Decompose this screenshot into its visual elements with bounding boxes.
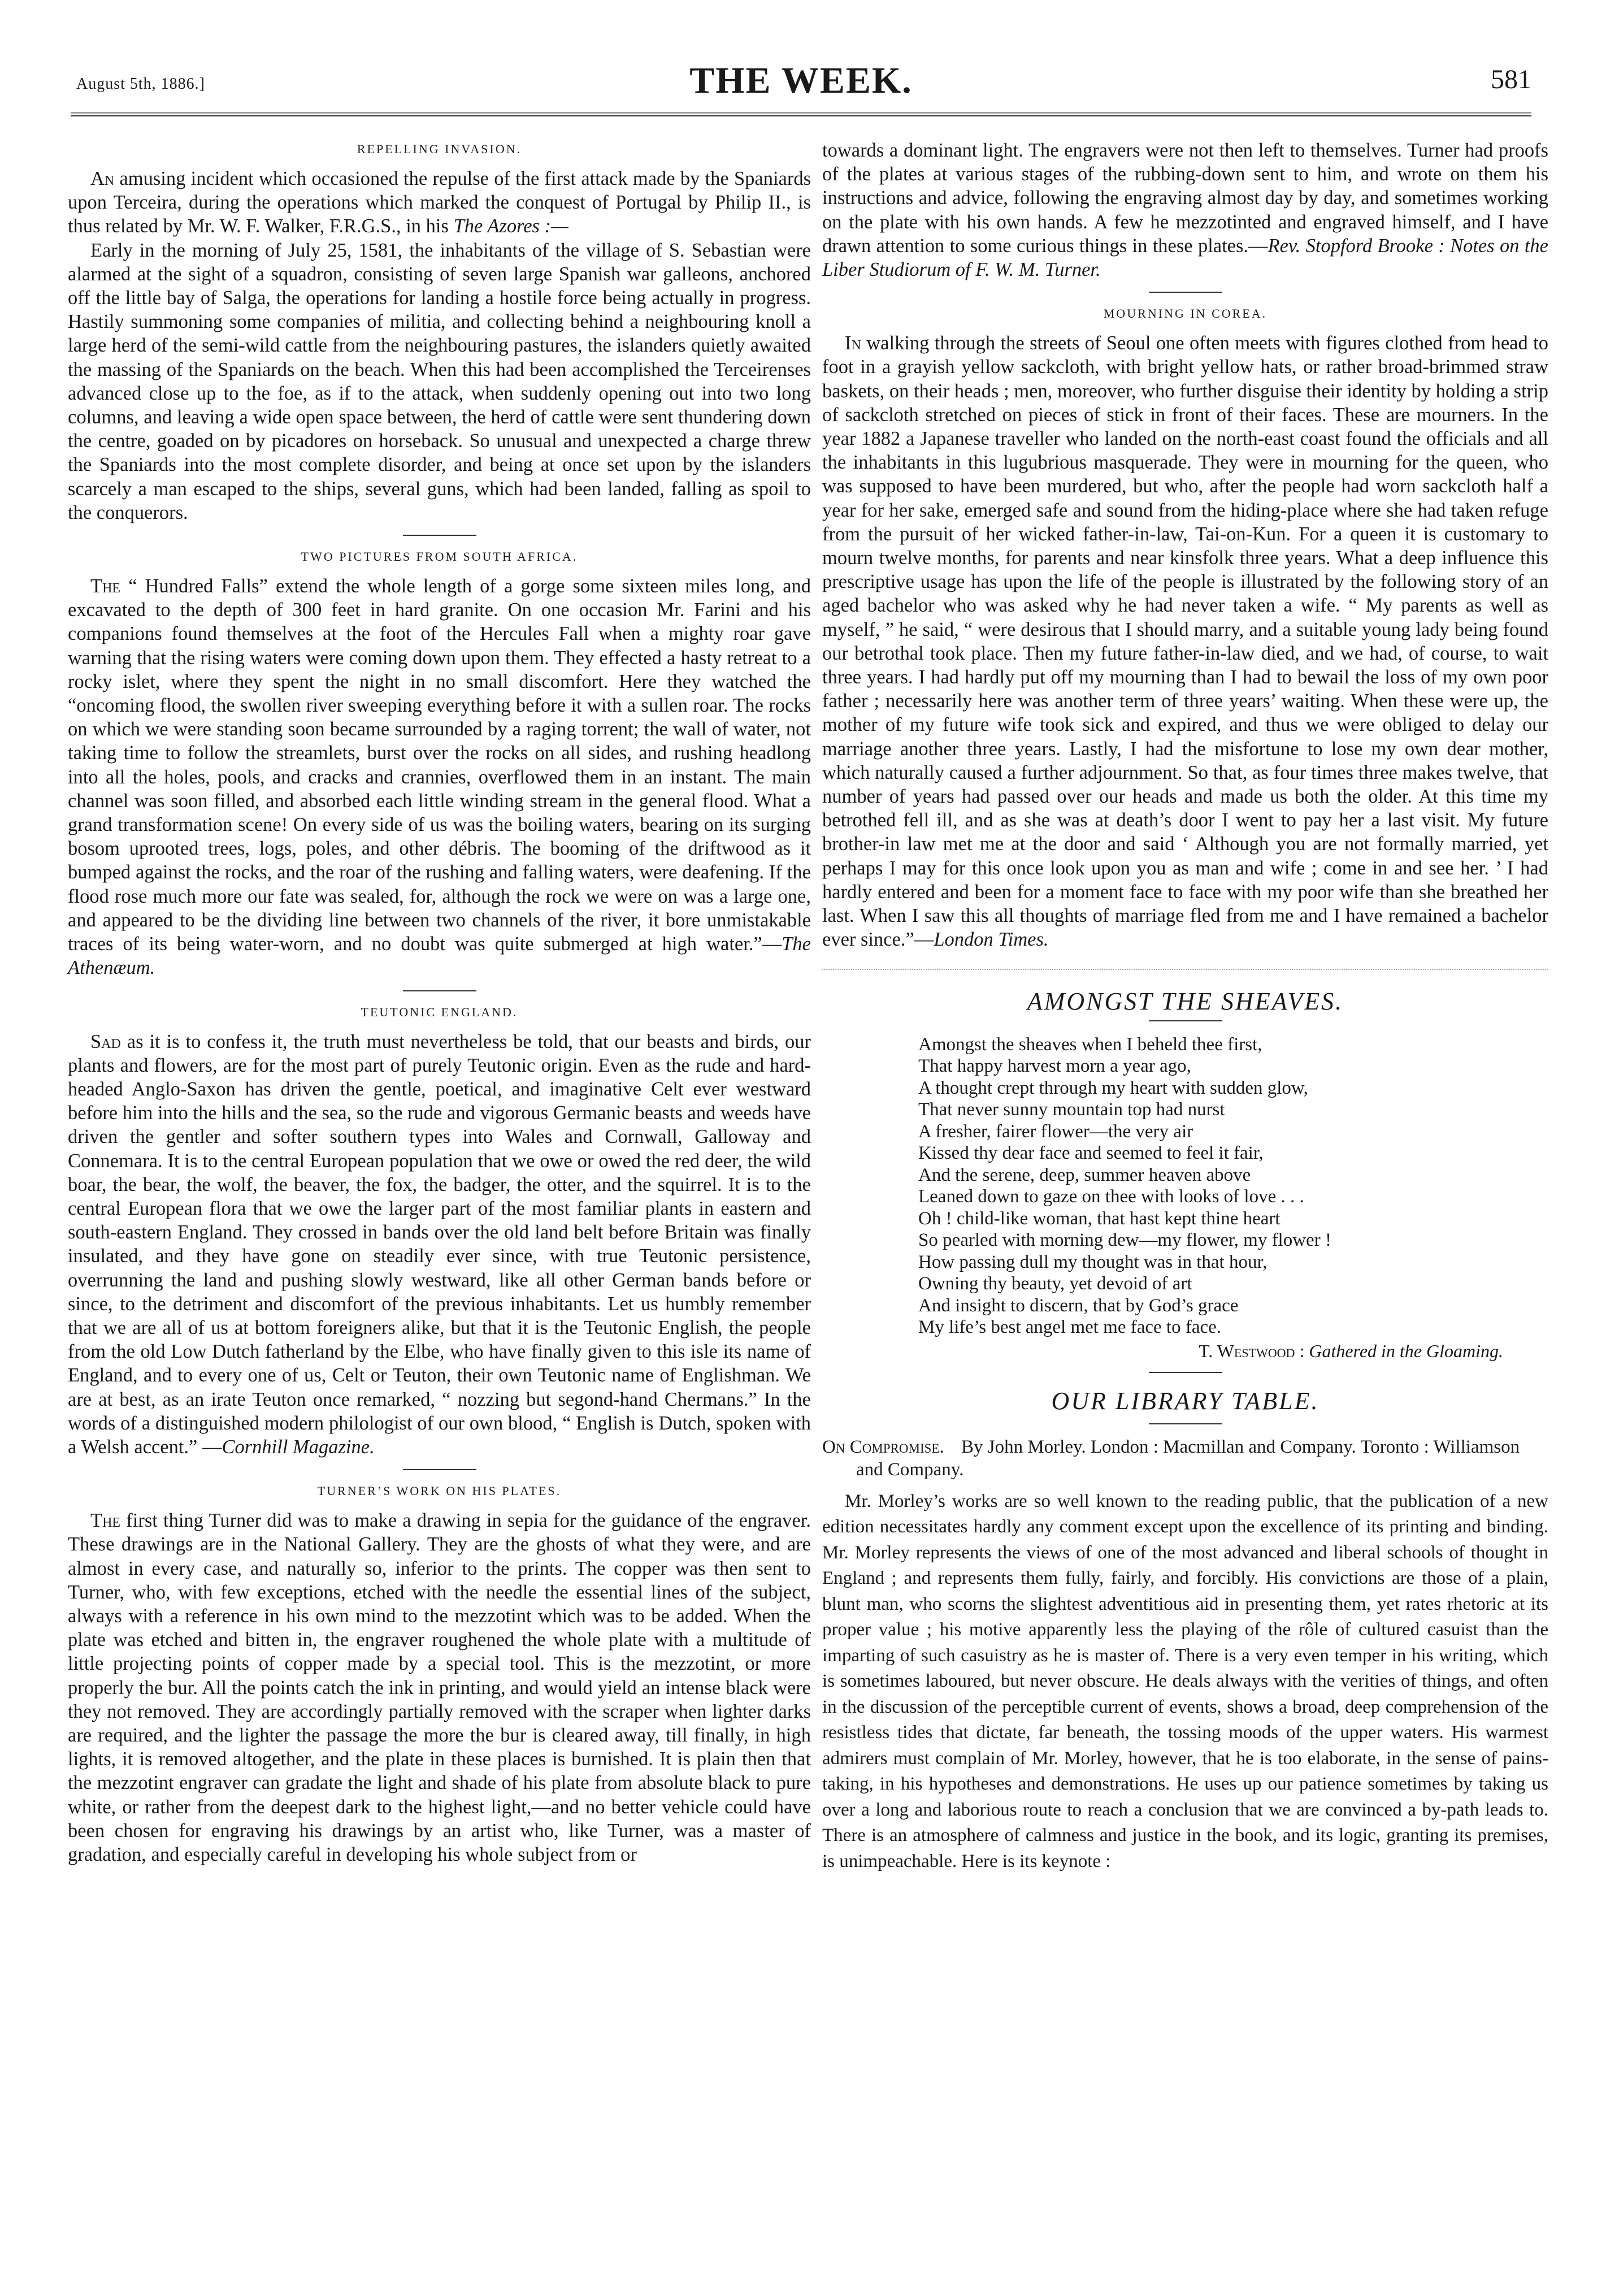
section-divider bbox=[1149, 1372, 1222, 1373]
poem-attribution: T. Westwood : Gathered in the Gloaming. bbox=[1199, 1340, 1503, 1361]
section-divider bbox=[1149, 1020, 1222, 1021]
review-body bbox=[822, 1489, 1548, 1875]
section-title-teutonic: TEUTONIC ENGLAND. bbox=[361, 1004, 518, 1019]
article-paragraph: towards a dominant light. The engravers were not then left to themselves. Turner had proofs of the plates at various stages of the rubbing-down sent to him, and wrote on them his instructions and advice, following the engraving almost day by day, and sometimes working on the plate with his own hands. A few he mezzotinted and engraved himself, and I have drawn attention to some curious things in these plates.—Rev. Stopford Brooke : Notes on the Liber Studiorum of F. W. M. Turner. bbox=[822, 140, 1548, 281]
article-paragraph: Early in the morning of July 25, 1581, the inhabitants of the village of S. Sebastian were alarmed at the sight of a squadron, consisting of seven large Spanish war galleons, anchored off the little bay of Salga, the operations for landing a hostile force being actually in progress. Hastily summoning some companies of militia, and collecting behind a neighbouring knoll a large herd of the semi-wild cattle from the neighbouring pastures, the islanders quietly awaited the massing of the Spaniards on the beach. When this had been accomplished the Terceirenses advanced close up to the foe, as if to the attack, when suddenly opening out into two long columns, and leaving a wide open space between, the herd of cattle were sent thundering down the centre, goaded on by picadores on horseback. So unusual and unexpected a charge threw the Spaniards into the most complete disorder, and being at once set upon by the islanders scarcely a man escaped to the ships, several guns, which had been landed, falling as spoil to the conquerors. bbox=[68, 239, 811, 523]
poem-line: Amongst the sheaves when I beheld thee first, bbox=[918, 1034, 1262, 1055]
section-title-corea: MOURNING IN COREA. bbox=[1103, 306, 1268, 321]
poem-line: Kissed thy dear face and seemed to feel it fair, bbox=[918, 1143, 1264, 1163]
book-citation: On Compromise. By John Morley. London : Macmillan and Company. Toronto : Williamson and Company. bbox=[822, 1436, 1520, 1480]
poem-line: A thought crept through my heart with sudden glow, bbox=[918, 1077, 1308, 1098]
poem-line: Leaned down to gaze on thee with looks of love . . . bbox=[918, 1186, 1304, 1207]
masthead-title: THE WEEK. bbox=[689, 60, 913, 101]
poem-line: How passing dull my thought was in that hour, bbox=[918, 1251, 1268, 1272]
header-rule bbox=[71, 112, 1531, 116]
section-title-repelling: REPELLING INVASION. bbox=[357, 142, 522, 156]
section-divider bbox=[1149, 1423, 1222, 1424]
article-paragraph: Sad as it is to confess it, the truth must nevertheless be told, that our beasts and birds, our plants and flowers, are for the most part of purely Teutonic origin. Even as the rude and hard-headed Anglo-Saxon has driven the gentle, poetical, and imaginative Celt ever westward before him into the hills and the sea, so the rude and vigorous Germanic beasts and weeds have driven the gentler and softer southern types into Wales and Cornwall, Galloway and Connemara. It is to the central European population that we owe or owed the red deer, the wild boar, the bear, the wolf, the beaver, the fox, the badger, the otter, and the squirrel. It is to the central European flora that we owe the larger part of the most familiar plants in eastern and south-eastern England. They crossed in bands over the old land belt before Britain was finally insulated, and they have gone on steadily ever since, with true Teutonic persistence, overrunning the land and pushing slowly westward, like all other German bands before or since, to the detriment and discomfort of the previous inhabitants. Let us humbly remember that we are all of us at bottom foreigners alike, but that it is the Teutonic English, the people from the old Low Dutch fatherland by the Elbe, who have finally given to this isle its name of England, and to every one of us, Celt or Teuton, their own Teutonic name of Englishman. We are at best, as an irate Teuton once remarked, “ nozzing but segond-hand Chermans.” In the words of a distinguished modern philologist of our own blood, “ English is Dutch, spoken with a Welsh accent.” —Cornhill Magazine. bbox=[68, 1030, 811, 1458]
right-column bbox=[822, 138, 1548, 1874]
article-paragraph: In walking through the streets of Seoul one often meets with figures clothed from head to foot in a grayish yellow sackcloth, with bright yellow hats, or rather broad-brimmed straw baskets, on their heads ; men, moreover, who further disguise their identity by holding a strip of sackcloth stretched on pieces of stick in front of their faces. These are mourners. In the year 1882 a Japanese traveller who landed on the north-east coast found the officials and all the inhabitants in this lugubrious masquerade. They were in mourning for the queen, who was supposed to have been murdered, but who, after the people had worn sackcloth half a year for her sake, emerged safe and sound from the hiding-place where she had taken refuge from the pursuit of her wicked father-in-law, Tai-on-Kun. For a queen it is customary to mourn twelve months, for parents and near kinsfolk three years. What a deep influence this prescriptive usage has upon the life of the people is illustrated by the following story of an aged bachelor who was asked why he had never taken a wife. “ My parents as well as myself, ” he said, “ were desirous that I should marry, and a suitable young lady being found our betrothal took place. Then my future father-in-law died, and we had, of course, to wait three years. I had hardly put off my mourning than I had to bewail the loss of my own poor father ; necessarily here was another term of three years’ waiting. When these were up, the mother of my future wife took sick and expired, and thus we were obliged to delay our marriage another three years. Lastly, I had the misfortune to lose my own dear mother, which naturally caused a further adjournment. So that, as four times three makes twelve, that number of years had passed over our heads and made us both the older. At this time my betrothed fell ill, and as she was at death’s door I went to pay her a last visit. My future brother-in law met me at the door and said ‘ Although you are not formally married, yet perhaps I may for this once look upon you as man and wife ; come in and see her. ’ I had hardly entered and been for a moment face to face with my poor wife than she breathed her last. When I saw this all thoughts of marriage fled from me and I have remained a bachelor ever since.”—London Times. bbox=[822, 332, 1548, 951]
article-paragraph: The “ Hundred Falls” extend the whole length of a gorge some sixteen miles long, and excavated to the depth of 300 feet in hard granite. On one occasion Mr. Farini and his companions found themselves at the foot of the Hercules Fall when a mighty roar gave warning that the rising waters were coming down upon them. They effected a hasty retreat to a rocky islet, where they spent the night in no small discomfort. Here they watched the “oncoming flood, the swollen river sweeping everything before it with a sullen roar. The rocks on which we were standing soon became surrounded by a raging torrent; the wall of water, not taking time to follow the streamlets, burst over the rocks on all sides, and rushing headlong into all the holes, pools, and cracks and crannies, overflowed them in an instant. The main channel was soon filled, and absorbed each little winding stream in the general flood. What a grand transformation scene! On every side of us was the boiling waters, bearing on its surging bosom uprooted trees, logs, poles, and other débris. The booming of the driftwood as it bumped against the rocks, and the roar of the rushing and falling waters, were deafening. If the flood rose much more our fate was sealed, for, although the rock we were on was a large one, and appeared to be the dividing line between two channels of the river, it bore unmistakable traces of its being water-worn, and no doubt was quite submerged at high water.”—The Athenæum. bbox=[68, 575, 811, 979]
poem-line: And the serene, deep, summer heaven above bbox=[918, 1164, 1251, 1185]
section-divider bbox=[403, 535, 476, 536]
poem-line: So pearled with morning dew—my flower, my flower ! bbox=[918, 1230, 1331, 1250]
poem-line: Oh ! child-like woman, that hast kept thine heart bbox=[918, 1208, 1281, 1229]
article-paragraph: An amusing incident which occasioned the repulse of the first attack made by the Spaniards upon Terceira, during the operations which marked the conquest of Portugal by Philip II., is thus related by Mr. W. F. Walker, F.R.G.S., in his The Azores :— bbox=[68, 168, 811, 237]
section-divider bbox=[403, 1469, 476, 1470]
section-divider bbox=[403, 990, 476, 991]
poem-line: A fresher, fairer flower—the very air bbox=[918, 1121, 1193, 1142]
article-paragraph: The first thing Turner did was to make a drawing in sepia for the guidance of the engraver. These drawings are in the National Gallery. They are the ghosts of what they were, and are almost in every case, and naturally so, inferior to the prints. The copper was then sent to Turner, who, with few exceptions, etched with the needle the essential lines of the subject, always with a reference in his own mind to the mezzotint which was to be added. When the plate was etched and bitten in, the engraver roughened the whole plate with a multitude of little projecting points of copper made by a special tool. This is the mezzotint, or more properly the bur. All the points catch the ink in printing, and would yield an intense black were they not removed. They are accordingly partially removed with the scraper when lighter darks are required, and the lighter the passage the more the bur is cleared away, till finally, in high lights, it is removed altogether, and the plate in these places is burnished. It is plain then that the mezzotint engraver can gradate the light and shade of his plate from absolute black to pure white, or rather from the deepest dark to the highest light,—and no better vehicle could have been chosen for engraving his drawings by an artist who, like Turner, was a master of gradation, and especially careful in developing his whole subject from or bbox=[68, 1510, 811, 1865]
section-divider bbox=[1149, 292, 1222, 293]
poem-line: That never sunny mountain top had nurst bbox=[918, 1099, 1225, 1120]
poem-body bbox=[918, 1034, 1548, 1338]
poem-line: And insight to discern, that by God’s grace bbox=[918, 1295, 1239, 1316]
section-title-turner: TURNER’S WORK ON HIS PLATES. bbox=[317, 1484, 562, 1498]
poem-line: My life’s best angel met me face to face. bbox=[918, 1317, 1222, 1337]
article-paragraph: Mr. Morley’s works are so well known to the reading public, that the publication of a new edition necessitates hardly any comment except upon the excellence of its printing and binding. Mr. Morley represents the views of one of the most advanced and liberal schools of thought in England ; and represents them fully, fairly, and forcibly. His convictions are those of a plain, blunt man, who scorns the slightest adventitious aid in presenting them, yet rates rhetoric at its proper value ; his motive apparently less the playing of the rôle of cultured casuist than the imparting of such casuistry as he is master of. There is a very even temper in his writing, which is sometimes laboured, but never obscure. He deals always with the verities of things, and often in the discussion of the perceptible current of events, shows a broad, deep comprehension of the resistless tides that dictate, far beneath, the tossing moods of the upper waters. His warmest admirers must complain of Mr. Morley, however, that he is too elaborate, in the sense of pains-taking, in his hypotheses and demonstrations. He uses up our patience sometimes by taking us over a long and laborious route to reach a conclusion that we are convinced a by-path leads to. There is an atmosphere of calmness and justice in the book, and its logic, granting its premises, is unimpeachable. Here is its keynote : bbox=[822, 1491, 1548, 1872]
poem-line: Owning thy beauty, yet devoid of art bbox=[918, 1273, 1192, 1294]
poem-line: That happy harvest morn a year ago, bbox=[918, 1056, 1191, 1076]
library-title: OUR LIBRARY TABLE. bbox=[1051, 1387, 1319, 1415]
section-divider bbox=[822, 969, 1548, 970]
poem-title: AMONGST THE SHEAVES. bbox=[1027, 987, 1344, 1015]
section-title-africa: TWO PICTURES FROM SOUTH AFRICA. bbox=[301, 549, 578, 564]
page-header bbox=[71, 59, 1531, 127]
issue-date: August 5th, 1886.] bbox=[76, 75, 205, 93]
left-column bbox=[68, 138, 811, 1866]
page-number: 581 bbox=[1491, 64, 1531, 94]
